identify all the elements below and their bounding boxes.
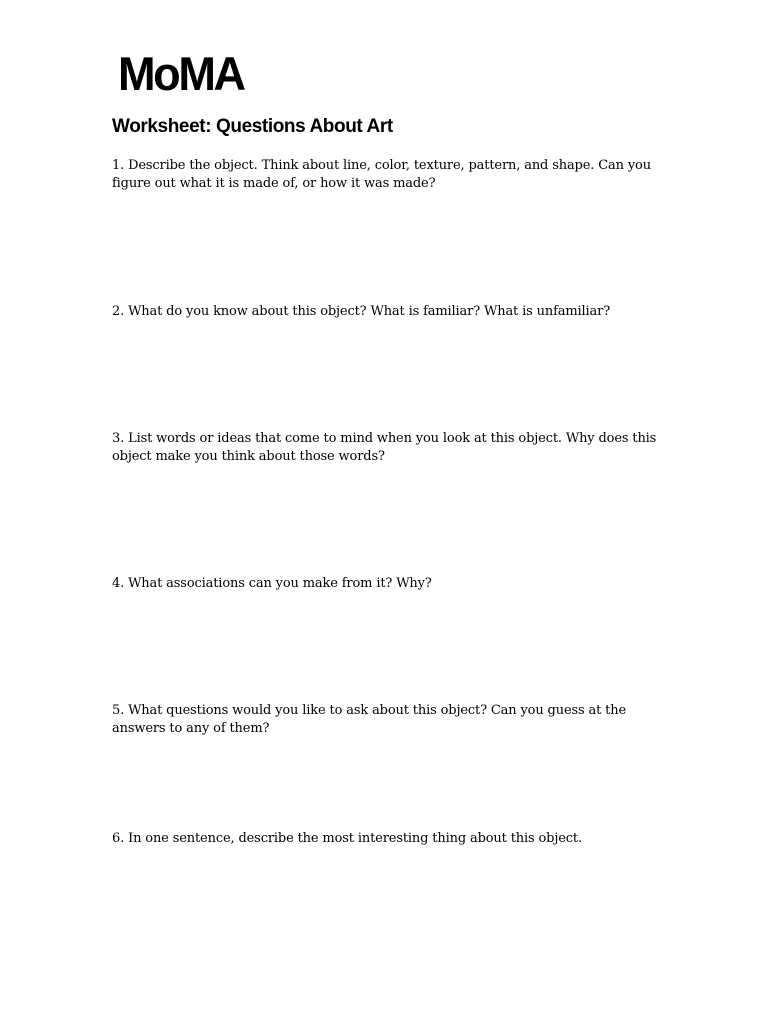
question-5: 5. What questions would you like to ask about this object? Can you guess at the answers to any of them? [112, 703, 627, 736]
worksheet-title: Worksheet: Questions About Art [112, 116, 393, 137]
moma-logo: MoMA [118, 47, 244, 100]
question-6: 6. In one sentence, describe the most interesting thing about this object. [112, 831, 582, 846]
question-4: 4. What associations can you make from it? Why? [112, 576, 432, 591]
question-1: 1. Describe the object. Think about line, color, texture, pattern, and shape. Can you figure out what it is made of, or how it was made? [112, 158, 651, 191]
question-3: 3. List words or ideas that come to mind when you look at this object. Why does this object make you think about those words? [112, 431, 657, 464]
question-2: 2. What do you know about this object? What is familiar? What is unfamiliar? [112, 304, 611, 319]
